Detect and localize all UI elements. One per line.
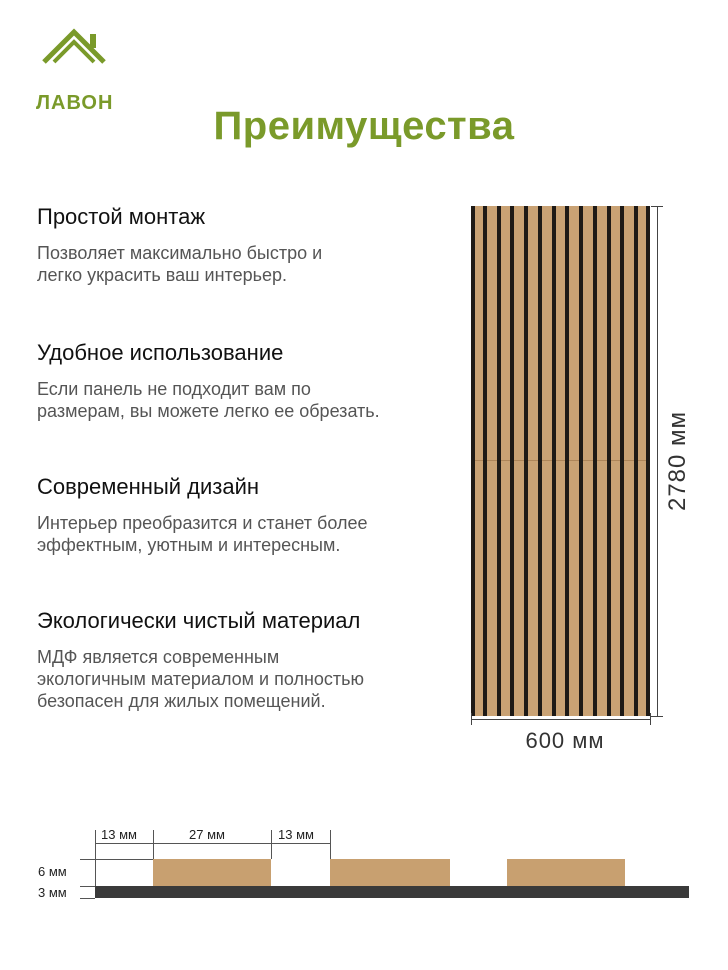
profile-guide (153, 830, 154, 859)
slat-gap (593, 206, 597, 716)
profile-guide (330, 830, 331, 859)
feature-title: Простой монтаж (37, 204, 206, 229)
slat-gap (565, 206, 569, 716)
profile-base (95, 886, 689, 898)
slat-gap (646, 206, 650, 716)
feature-title: Современный дизайн (37, 474, 260, 499)
slat-gap (579, 206, 583, 716)
profile-guide (95, 830, 96, 886)
profile-guide (80, 859, 153, 860)
profile-slat (330, 859, 450, 886)
feature-text: Если панель не подходит вам по размерам, вы можете легко ее обрезать. (37, 379, 380, 421)
brand-name: ЛАВОН (36, 92, 114, 114)
feature-convenient-use (37, 340, 457, 422)
feature-modern-design (37, 474, 457, 556)
wood-panel-image (471, 206, 650, 716)
slat-gap (524, 206, 528, 716)
slat-gap (483, 206, 487, 716)
slat-gap (538, 206, 542, 716)
gap-width-label: 13 мм (278, 827, 314, 842)
slat-height-label: 6 мм (38, 864, 67, 879)
slat-gap (634, 206, 638, 716)
slat-gap (510, 206, 514, 716)
feature-title: Удобное использование (37, 340, 284, 365)
profile-guide (80, 898, 95, 899)
page-title: Преимущества (213, 104, 515, 148)
slat-gap (497, 206, 501, 716)
feature-text: Интерьер преобразится и станет более эффектным, уютным и интересным. (37, 513, 368, 555)
profile-diagram (0, 820, 728, 920)
profile-dim-line (95, 843, 330, 844)
feature-eco-material (37, 608, 457, 712)
slat-gap (620, 206, 624, 716)
slat-gap (471, 206, 475, 716)
width-label: 600 мм (525, 728, 605, 753)
slat-gap (552, 206, 556, 716)
profile-guide (80, 886, 95, 887)
height-dimension-line (657, 206, 658, 716)
profile-slat (507, 859, 625, 886)
base-height-label: 3 мм (38, 885, 67, 900)
profile-slat (153, 859, 271, 886)
width-tick-right (650, 713, 651, 725)
height-label: 2780 мм (664, 410, 691, 512)
width-tick-left (471, 713, 472, 725)
width-dimension-line (471, 719, 650, 720)
height-tick-bottom (651, 716, 663, 717)
feature-text: Позволяет максимально быстро и легко украсить ваш интерьер. (37, 243, 323, 285)
brand-logo (36, 26, 116, 114)
feature-text: МДФ является современным экологичным материалом и полностью безопасен для жилых помещений. (37, 647, 365, 711)
house-roof-icon (40, 26, 110, 66)
feature-title: Экологически чистый материал (37, 608, 361, 633)
profile-guide (271, 830, 272, 859)
slat-width-label: 27 мм (189, 827, 225, 842)
height-tick-top (651, 206, 663, 207)
feature-easy-install (37, 204, 457, 286)
slat-gap (607, 206, 611, 716)
gap-width-label: 13 мм (101, 827, 137, 842)
